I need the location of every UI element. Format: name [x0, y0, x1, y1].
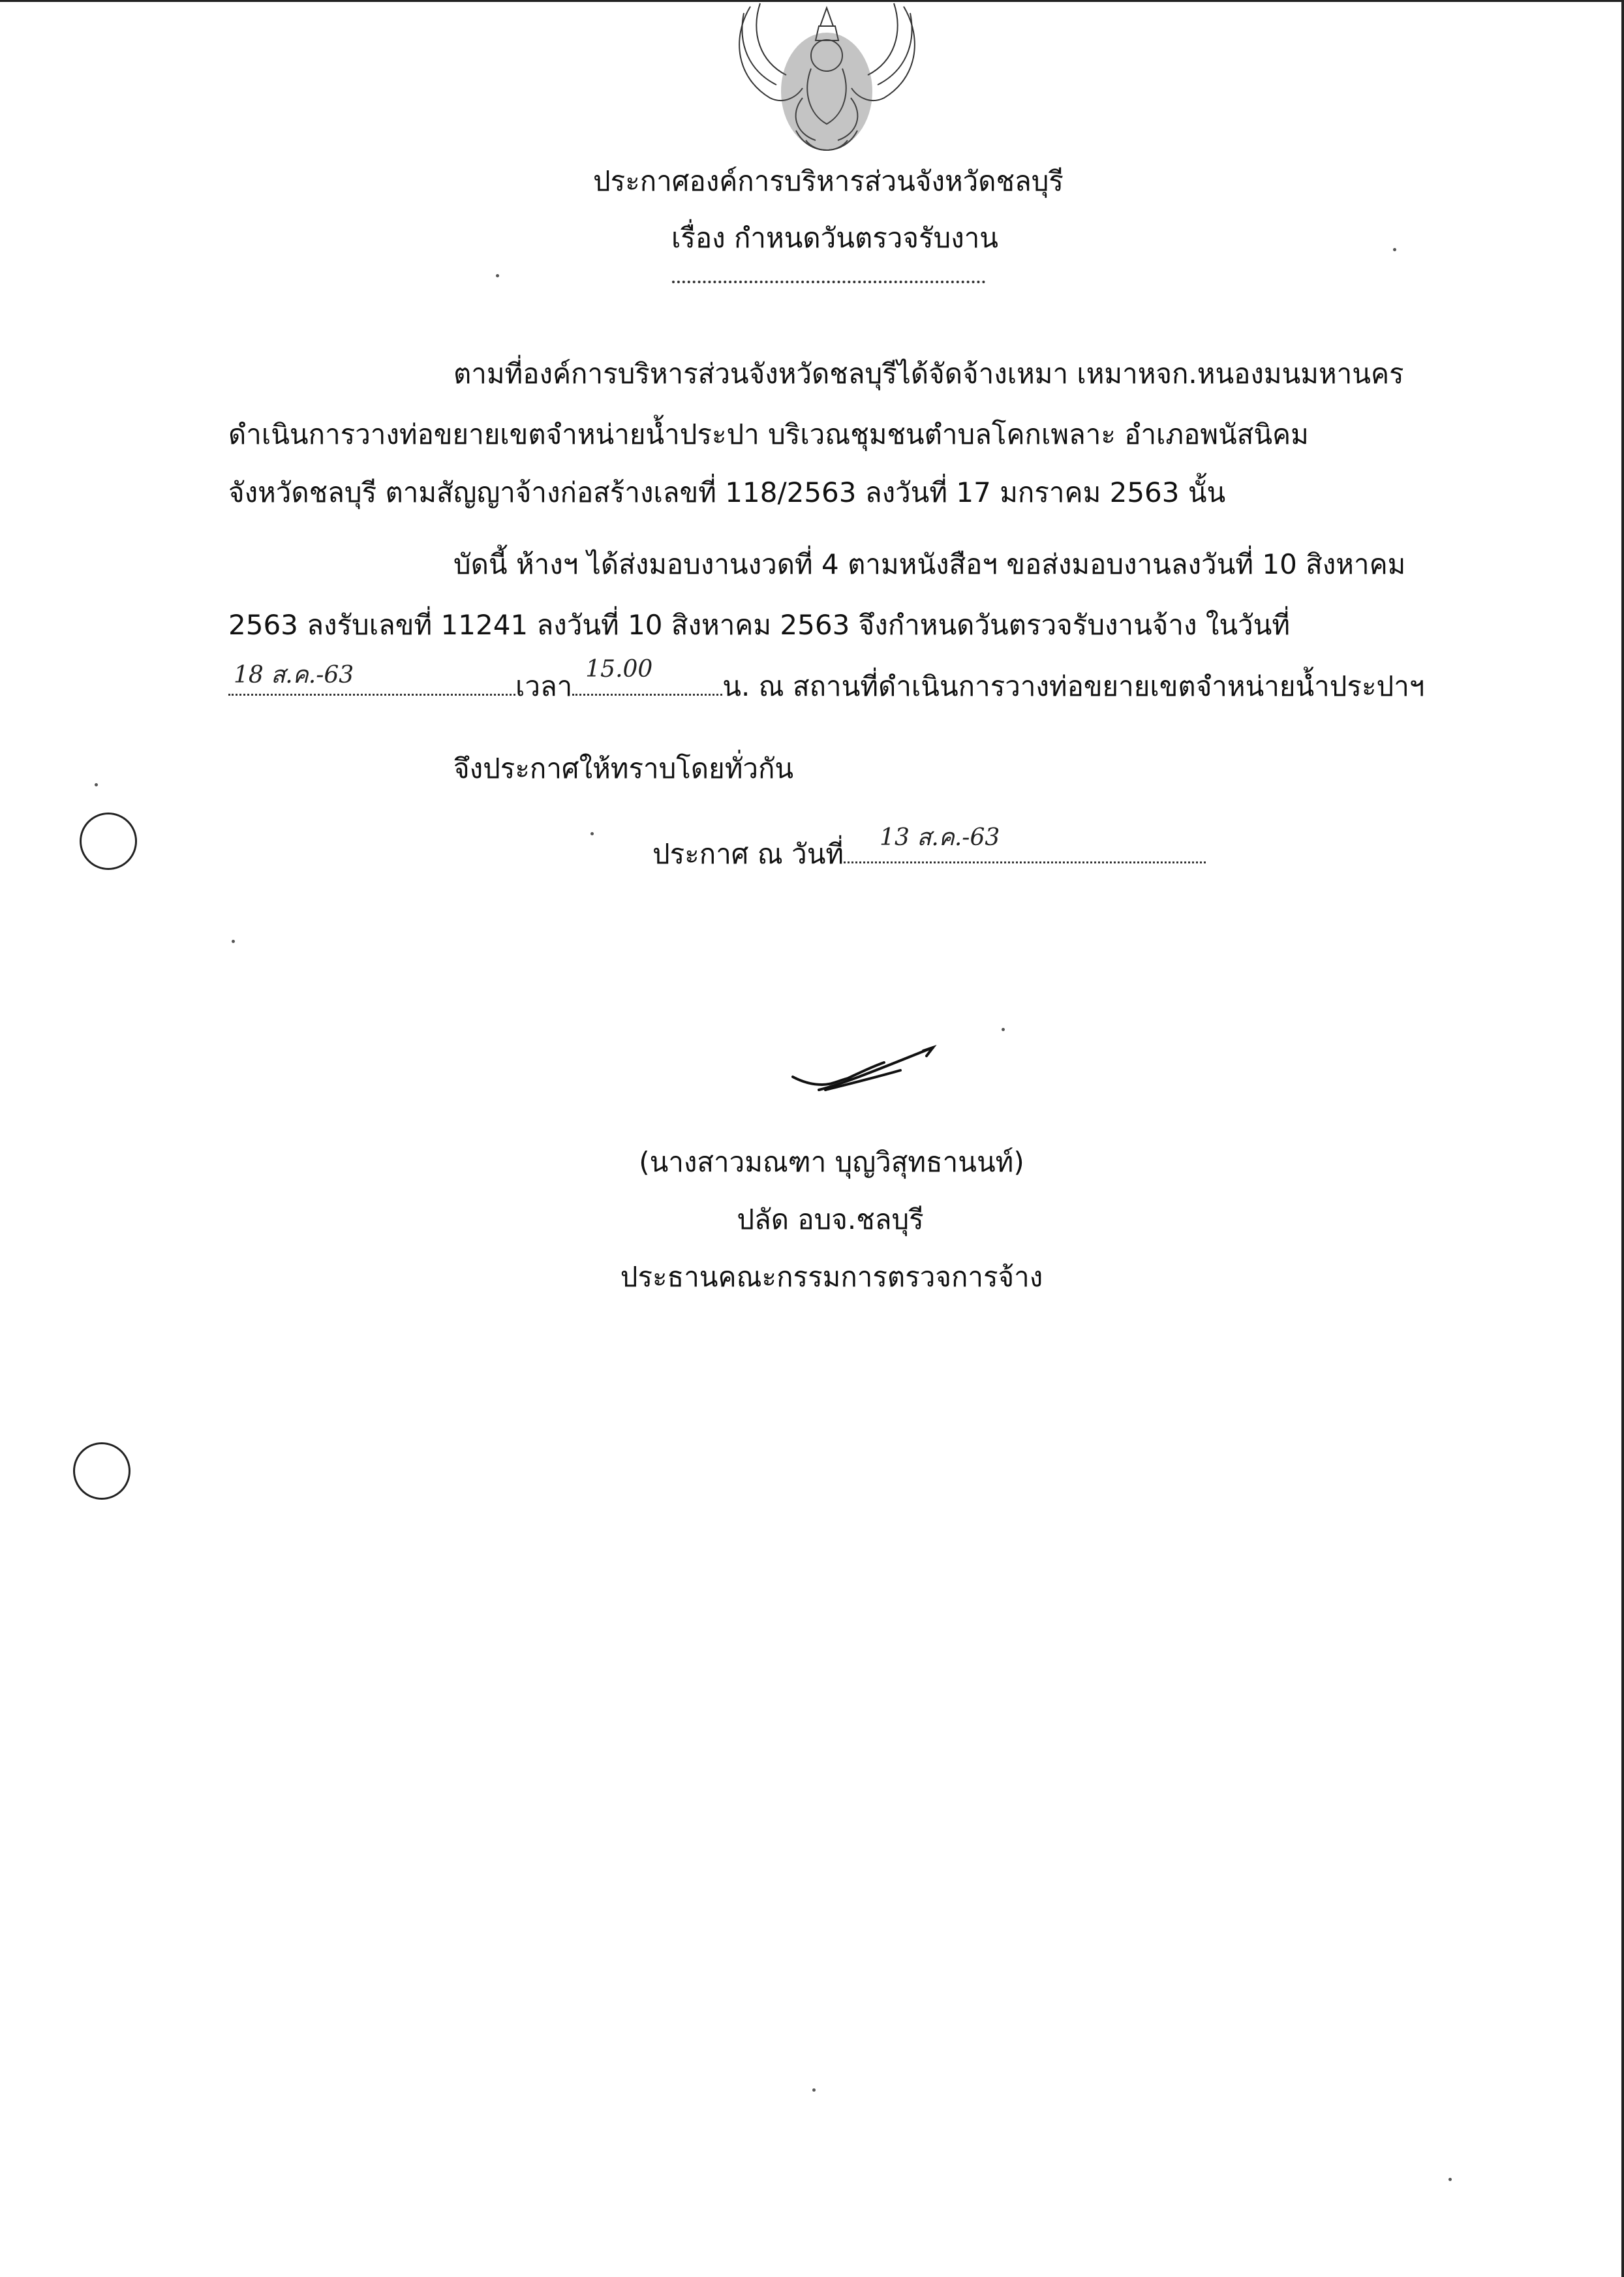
time-label: เวลา	[515, 670, 573, 702]
scan-speck	[590, 832, 594, 835]
announcement-date-line	[652, 824, 1206, 876]
paragraph-2-line-2: 2563 ลงรับเลขที่ 11241 ลงวันที่ 10 สิงหาคม 2563 จึงกำหนดวันตรวจรับงานจ้าง ในวันที่	[228, 609, 1291, 641]
paragraph-1-line-1: ตามที่องค์การบริหารส่วนจังหวัดชลบุรีได้จัดจ้างเหมา เหมาหจก.หนองมนมหานคร	[453, 358, 1404, 390]
punch-hole	[80, 813, 137, 870]
title-dotted-rule	[672, 281, 985, 283]
scan-speck	[95, 783, 98, 786]
scan-speck	[1393, 248, 1396, 251]
handwritten-announcement-date: 13 ส.ค.-63	[880, 824, 1000, 851]
scan-speck	[232, 940, 235, 943]
closing-statement: จึงประกาศให้ทราบโดยทั่วกัน	[453, 752, 794, 784]
scan-speck	[1002, 1028, 1005, 1031]
announcement-date-field	[844, 824, 1206, 863]
paragraph-2-line-3	[228, 656, 1425, 708]
announcement-subject: เรื่อง กำหนดวันตรวจรับงาน	[671, 222, 999, 254]
paragraph-1-line-3: จังหวัดชลบุรี ตามสัญญาจ้างก่อสร้างเลขที่ 118/2563 ลงวันที่ 17 มกราคม 2563 นั้น	[228, 476, 1226, 508]
scan-speck	[496, 274, 499, 277]
punch-hole	[73, 1442, 130, 1500]
inspection-date-field	[228, 662, 515, 696]
signatory-role: ประธานคณะกรรมการตรวจการจ้าง	[620, 1261, 1043, 1293]
announcement-title: ประกาศองค์การบริหารส่วนจังหวัดชลบุรี	[593, 165, 1064, 197]
paragraph-1-line-2: ดำเนินการวางท่อขยายเขตจำหน่ายน้ำประปา บริเวณชุมชนตำบลโคกเพลาะ อำเภอพนัสนิคม	[228, 418, 1309, 450]
handwritten-inspection-date: 18 ส.ค.-63	[234, 662, 354, 689]
page-right-edge	[1621, 0, 1624, 2277]
paragraph-2-line-1: บัดนี้ ห้างฯ ได้ส่งมอบงานงวดที่ 4 ตามหนังสือฯ ขอส่งมอบงานลงวันที่ 10 สิงหาคม	[453, 548, 1406, 580]
inspection-location-text: น. ณ สถานที่ดำเนินการวางท่อขยายเขตจำหน่ายน้ำประปาฯ	[722, 670, 1425, 702]
handwritten-inspection-time: 15.00	[585, 656, 653, 683]
scan-speck	[812, 2088, 816, 2092]
signatory-name: (นางสาวมณฑา บุญวิสุทธานนท์)	[639, 1146, 1024, 1178]
handwritten-signature-icon	[786, 1038, 943, 1109]
signatory-position: ปลัด อบจ.ชลบุรี	[737, 1203, 924, 1235]
announcement-date-label: ประกาศ ณ วันที่	[652, 838, 844, 870]
inspection-time-field	[572, 656, 722, 696]
scan-speck	[1448, 2178, 1452, 2181]
garuda-emblem-icon	[724, 0, 930, 160]
